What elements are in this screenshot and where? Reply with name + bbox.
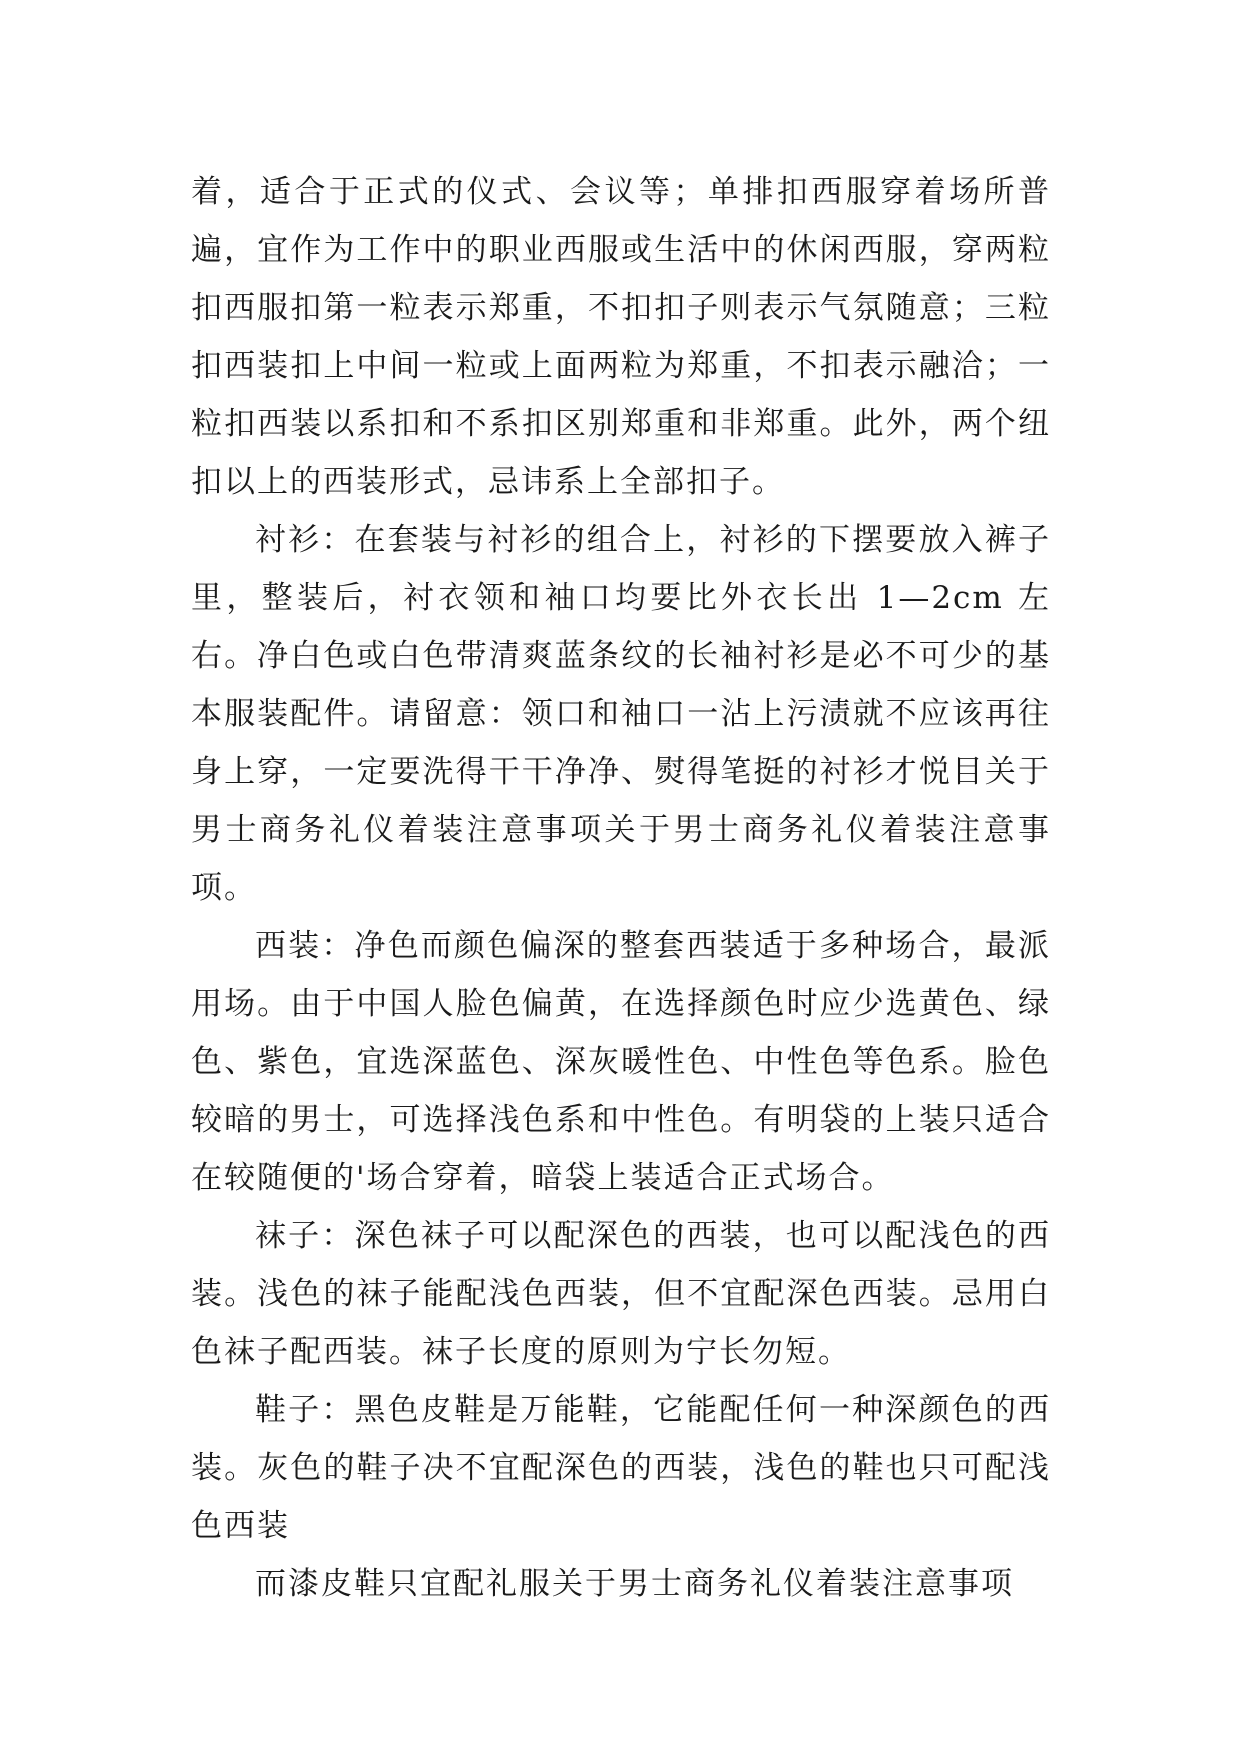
document-body xyxy=(191,163,1051,1613)
paragraph-suit: 西装：净色而颜色偏深的整套西装适于多种场合，最派用场。由于中国人脸色偏黄，在选择颜色时应少选黄色、绿色、紫色，宜选深蓝色、深灰暖性色、中性色等色系。脸色较暗的男士，可选择浅色系和中性色。有明袋的上装只适合在较随便的'场合穿着，暗袋上装适合正式场合。 xyxy=(191,928,1051,1196)
paragraph-socks: 袜子：深色袜子可以配深色的西装，也可以配浅色的西装。浅色的袜子能配浅色西装，但不宜配深色西装。忌用白色袜子配西装。袜子长度的原则为宁长勿短。 xyxy=(191,1218,1051,1370)
paragraph-shoes: 鞋子：黑色皮鞋是万能鞋，它能配任何一种深颜色的西装。灰色的鞋子决不宜配深色的西装，浅色的鞋也只可配浅色西装 xyxy=(191,1392,1051,1544)
paragraph-patent-shoes: 而漆皮鞋只宜配礼服关于男士商务礼仪着装注意事项 xyxy=(255,1566,1014,1602)
paragraph-suit-buttons: 着，适合于正式的仪式、会议等；单排扣西服穿着场所普遍，宜作为工作中的职业西服或生活中的休闲西服，穿两粒扣西服扣第一粒表示郑重，不扣扣子则表示气氛随意；三粒扣西装扣上中间一粒或上面两粒为郑重，不扣表示融洽；一粒扣西装以系扣和不系扣区别郑重和非郑重。此外，两个纽扣以上的西装形式，忌讳系上全部扣子。 xyxy=(191,174,1051,500)
paragraph-shirt: 衬衫：在套装与衬衫的组合上，衬衫的下摆要放入裤子里，整装后，衬衣领和袖口均要比外衣长出 1—2cm 左右。净白色或白色带清爽蓝条纹的长袖衬衫是必不可少的基本服装配件。请留意：领口和袖口一沾上污渍就不应该再往身上穿，一定要洗得干干净净、熨得笔挺的衬衫才悦目关于男士商务礼仪着装注意事项关于男士商务礼仪着装注意事项。 xyxy=(191,522,1051,906)
